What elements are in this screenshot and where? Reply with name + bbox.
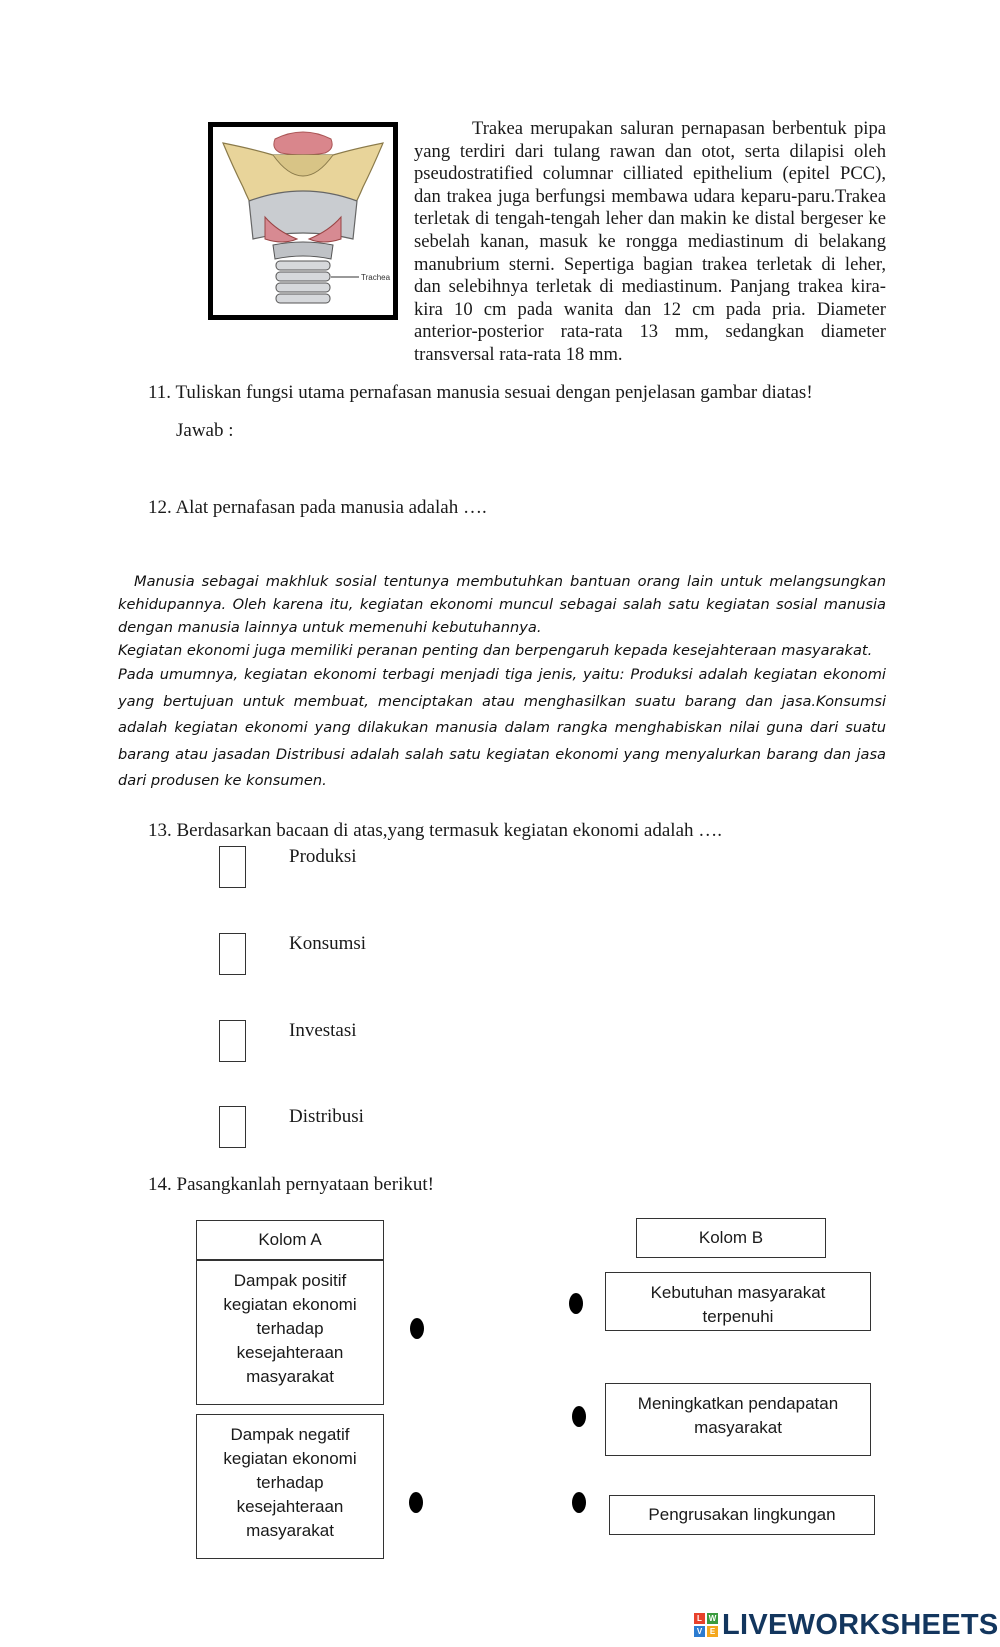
match-dot-b3[interactable] (572, 1492, 586, 1513)
liveworksheets-logo (694, 1608, 999, 1642)
trachea-paragraph-text: Trakea merupakan saluran pernapasan berbentuk pipa yang terdiri dari tulang rawan dan otot, serta dilapisi oleh pseudostratified columnar cilliated epithelium (epitel PCC), dan trakea juga berfungsi membawa udara keparu-paru.Trakea terletak di tengah-tengah leher dan makin ke distal bergeser ke sebelah kanan, masuk ke rongga mediastinum di belakang manubrium sterni. Sepertiga bagian trakea terletak di leher, dan selebihnya terletak di mediastinum. Panjang trakea kira-kira 10 cm pada wanita dan 12 cm pada pria. Diameter anterior-posterior rata-rata 13 mm, sedangkan diameter transversal rata-rata 18 mm. (414, 118, 886, 365)
option-checkbox-produksi[interactable] (219, 846, 246, 888)
trachea-label: Trachea (361, 273, 391, 282)
match-dot-a2[interactable] (409, 1492, 423, 1513)
match-dot-a1[interactable] (410, 1318, 424, 1339)
logo-letter-w: W (708, 1614, 717, 1623)
question-13: 13. Berdasarkan bacaan di atas,yang termasuk kegiatan ekonomi adalah …. (148, 820, 723, 841)
logo-letter-e: E (707, 1626, 718, 1637)
option-label-distribusi: Distribusi (289, 1106, 364, 1127)
trachea-illustration (213, 127, 393, 315)
trachea-image (208, 122, 398, 320)
logo-mark-icon (694, 1613, 718, 1637)
question-14: 14. Pasangkanlah pernyataan berikut! (148, 1174, 434, 1195)
option-label-produksi: Produksi (289, 846, 357, 867)
trachea-paragraph (414, 118, 886, 367)
passage-paragraph-1: Manusia sebagai makhluk sosial tentunya membutuhkan bantuan orang lain untuk melangsungkan kehidupannya. Oleh karena itu, kegiatan ekonomi muncul sebagai salah satu kegiatan sosial manusia dengan manusia lainnya untuk memenuhi kebutuhannya. (118, 573, 886, 636)
option-label-investasi: Investasi (289, 1020, 357, 1041)
option-checkbox-distribusi[interactable] (219, 1106, 246, 1148)
passage-paragraph-3: Pada umumnya, kegiatan ekonomi terbagi menjadi tiga jenis, yaitu: Produksi adalah kegiatan ekonomi yang bertujuan untuk membuat, menciptakan atau menghasilkan suatu barang dan jasa.Konsumsi adalah kegiatan ekonomi yang dilakukan manusia dalam rangka menghabiskan nilai guna dari suatu barang atau jasadan Distribusi adalah salah satu kegiatan ekonomi yang menyalurkan barang dan jasa dari produsen ke konsumen. (118, 666, 886, 789)
option-checkbox-konsumsi[interactable] (219, 933, 246, 975)
option-checkbox-investasi[interactable] (219, 1020, 246, 1062)
column-a-header: Kolom A (196, 1220, 384, 1260)
logo-letter-l: L (694, 1613, 705, 1624)
match-dot-b1[interactable] (569, 1293, 583, 1314)
answer-label-11: Jawab : (176, 420, 234, 441)
column-b-item-2: Meningkatkan pendapatan masyarakat (605, 1383, 871, 1456)
passage-paragraph-2: Kegiatan ekonomi juga memiliki peranan penting dan berpengaruh kepada kesejahteraan masyarakat. (118, 642, 873, 659)
question-11: 11. Tuliskan fungsi utama pernafasan manusia sesuai dengan penjelasan gambar diatas! (148, 382, 813, 403)
column-b-item-3: Pengrusakan lingkungan (609, 1495, 875, 1535)
column-a-item-1: Dampak positif kegiatan ekonomi terhadap kesejahteraan masyarakat (196, 1260, 384, 1405)
column-a-item-2: Dampak negatif kegiatan ekonomi terhadap kesejahteraan masyarakat (196, 1414, 384, 1559)
option-label-konsumsi: Konsumsi (289, 933, 367, 954)
column-b-item-1: Kebutuhan masyarakat terpenuhi (605, 1272, 871, 1331)
match-dot-b2[interactable] (572, 1406, 586, 1427)
question-12: 12. Alat pernafasan pada manusia adalah …. (148, 497, 487, 518)
column-b-header: Kolom B (636, 1218, 826, 1258)
logo-letter-v: V (694, 1626, 705, 1637)
reading-passage (118, 570, 886, 795)
logo-text: LIVEWORKSHEETS (722, 1608, 999, 1641)
